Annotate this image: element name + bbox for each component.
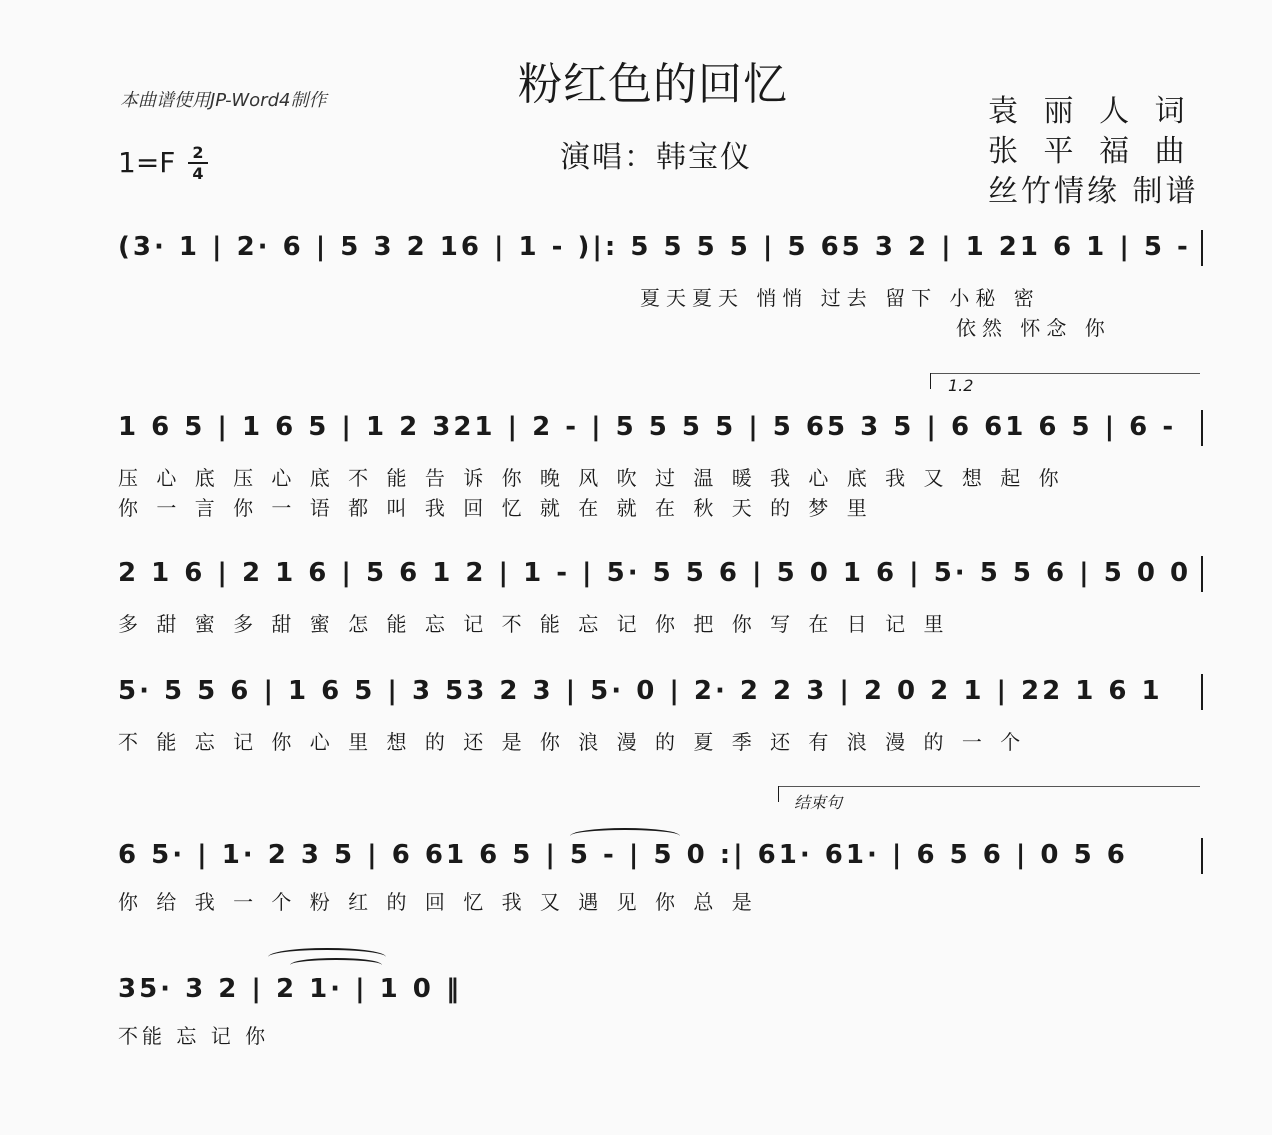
score-row-4-lyrics: 不 能 忘 记 你 心 里 想 的 还 是 你 浪 漫 的 夏 季 还 有 浪 漫 的 一 个: [118, 730, 1027, 754]
bar-line: [1201, 230, 1203, 266]
coda-label: 结束句: [794, 793, 843, 812]
score-row-3-notes: 2 1 6 | 2 1 6 | 5 6 1 2 | 1 - | 5· 5 5 6 | 5 0 1 6 | 5· 5 5 6 | 5 0 0: [118, 558, 1192, 588]
song-title: 粉红色的回忆: [518, 59, 788, 110]
composer-credit: 张 平 福 曲: [988, 134, 1193, 169]
coda-bracket: [778, 786, 1200, 787]
score-row-6-lyrics: 不能 忘 记 你: [118, 1024, 270, 1048]
tie-arc-inner: [290, 958, 382, 972]
key-signature: 1=F: [118, 146, 176, 179]
time-signature: [188, 144, 208, 182]
volta-bracket-edge: [930, 373, 931, 389]
bar-line: [1201, 410, 1203, 446]
time-sig-top: 2: [192, 143, 204, 162]
score-row-6-notes: 35· 3 2 | 2 1· | 1 0 ‖: [118, 974, 462, 1004]
transcriber-credit: 丝竹情缘 制谱: [988, 174, 1199, 209]
score-row-1-notes: (3· 1 | 2· 6 | 5 3 2 16 | 1 - )|: 5 5 5 5 | 5 65 3 2 | 1 21 6 1 | 5 -: [118, 232, 1191, 262]
maker-note: 本曲谱使用JP-Word4制作: [120, 90, 327, 111]
score-row-2-lyrics-verse2: 你 一 言 你 一 语 都 叫 我 回 忆 就 在 就 在 秋 天 的 梦 里: [118, 496, 873, 520]
score-row-1-lyrics-verse1: 夏天夏天 悄悄 过去 留下 小秘 密: [640, 286, 1040, 310]
score-row-1-lyrics-verse2: 依然 怀念 你: [956, 316, 1111, 340]
score-row-2-lyrics-verse1: 压 心 底 压 心 底 不 能 告 诉 你 晚 风 吹 过 温 暖 我 心 底 我 又 想 起 你: [118, 466, 1065, 490]
bar-line: [1201, 674, 1203, 710]
score-row-4-notes: 5· 5 5 6 | 1 6 5 | 3 53 2 3 | 5· 0 | 2· 2 2 3 | 2 0 2 1 | 22 1 6 1: [118, 676, 1163, 706]
coda-bracket-edge: [778, 786, 779, 802]
volta-bracket: [930, 373, 1200, 374]
bar-line: [1201, 556, 1203, 592]
score-row-2-notes: 1 6 5 | 1 6 5 | 1 2 321 | 2 - | 5 5 5 5 | 5 65 3 5 | 6 61 6 5 | 6 -: [118, 412, 1177, 442]
time-sig-bottom: 4: [192, 164, 204, 183]
score-row-5-notes: 6 5· | 1· 2 3 5 | 6 61 6 5 | 5 - | 5 0 :| 61· 61· | 6 5 6 | 0 5 6: [118, 840, 1128, 870]
volta-label: 1.2: [948, 376, 974, 395]
singer-credit: 演唱：韩宝仪: [560, 140, 752, 175]
lyricist-credit: 袁 丽 人 词: [988, 94, 1193, 129]
bar-line: [1201, 838, 1203, 874]
score-row-5-lyrics: 你 给 我 一 个 粉 红 的 回 忆 我 又 遇 见 你 总 是: [118, 890, 758, 914]
score-row-3-lyrics: 多 甜 蜜 多 甜 蜜 怎 能 忘 记 不 能 忘 记 你 把 你 写 在 日 记 里: [118, 612, 950, 636]
